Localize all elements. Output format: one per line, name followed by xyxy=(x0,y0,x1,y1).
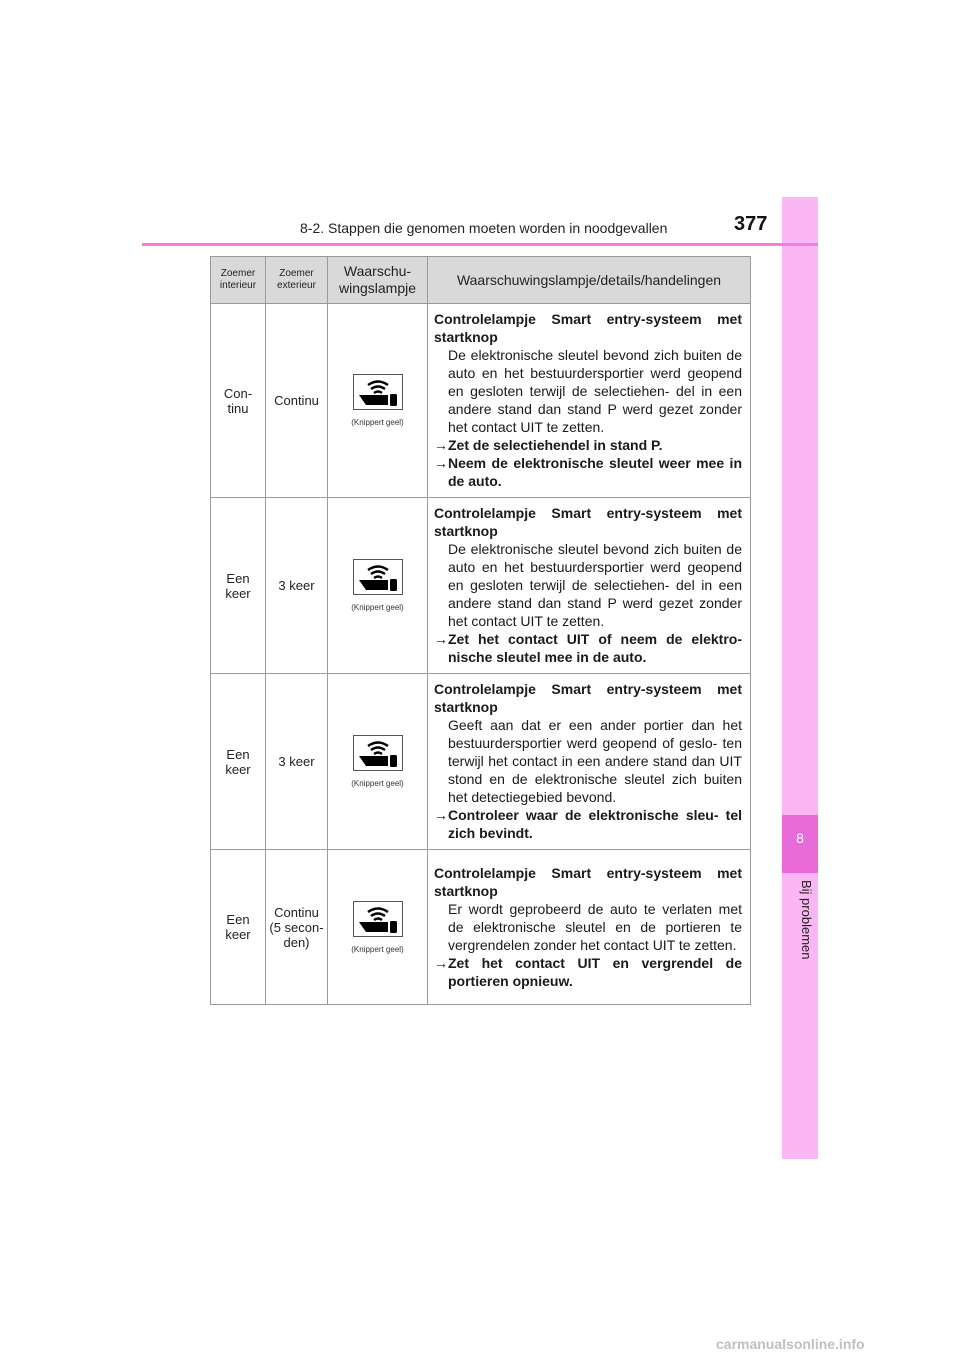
header-exterior-buzzer: Zoemer exterieur xyxy=(266,257,328,304)
action-item xyxy=(434,806,742,842)
lamp-note: (Knippert geel) xyxy=(351,603,404,612)
smart-key-warning-icon xyxy=(353,374,403,410)
lamp-note: (Knippert geel) xyxy=(351,944,404,954)
details-cell xyxy=(428,498,751,674)
arrow-right-icon: → xyxy=(434,455,448,471)
interior-buzzer-cell: Een keer xyxy=(211,498,266,674)
arrow-right-icon: → xyxy=(434,807,448,823)
details-cell xyxy=(428,674,751,850)
lamp-description: Geeft aan dat er een ander portier dan het bestuurdersportier werd geopend of geslo- ten terwijl het contact in een andere stand dan UIT stond en de elektronische sleutel zich buiten het detectiegebied bevond. xyxy=(448,717,742,805)
table-row xyxy=(211,850,751,1005)
action-text: Neem de elektronische sleutel weer mee in de auto. xyxy=(448,455,742,489)
action-item xyxy=(434,436,742,454)
lamp-description: De elektronische sleutel bevond zich buiten de auto en het bestuurdersportier werd geopend en gesloten terwijl de selectiehen- del in een andere stand dan stand P werd gezet zonder het contact UIT te zetten. xyxy=(448,347,742,435)
chapter-number: 8 xyxy=(796,830,804,846)
arrow-right-icon: → xyxy=(434,954,448,971)
interior-buzzer-cell: Con- tinu xyxy=(211,304,266,498)
table-row xyxy=(211,498,751,674)
lamp-title: Controlelampje Smart entry-systeem met startknop xyxy=(434,311,742,345)
table-row xyxy=(211,304,751,498)
exterior-buzzer-cell: 3 keer xyxy=(266,674,328,850)
lamp-title: Controlelampje Smart entry-systeem met startknop xyxy=(434,505,742,539)
exterior-buzzer-cell: 3 keer xyxy=(266,498,328,674)
action-text: Zet de selectiehendel in stand P. xyxy=(448,437,663,453)
header-details: Waarschuwingslampje/details/handelingen xyxy=(428,257,751,304)
page-number: 377 xyxy=(734,213,768,235)
lamp-cell xyxy=(328,850,428,1005)
lamp-title: Controlelampje Smart entry-systeem met startknop xyxy=(434,681,742,715)
side-tab xyxy=(782,197,818,1159)
interior-buzzer-cell: Een keer xyxy=(211,850,266,1005)
exterior-buzzer-cell: Continu (5 secon- den) xyxy=(266,850,328,1005)
lamp-title: Controlelampje Smart entry-systeem met startknop xyxy=(434,864,742,899)
interior-buzzer-cell: Een keer xyxy=(211,674,266,850)
action-text: Zet het contact UIT en vergrendel de portieren opnieuw. xyxy=(448,954,742,989)
lamp-note: (Knippert geel) xyxy=(351,779,404,788)
warning-table xyxy=(210,256,751,1005)
details-cell xyxy=(428,850,751,1005)
chapter-label: Bij problemen xyxy=(799,880,814,960)
action-item xyxy=(434,954,742,990)
lamp-description: De elektronische sleutel bevond zich buiten de auto en het bestuurdersportier werd geopend en gesloten terwijl de selectiehen- del in een andere stand dan stand P werd gezet zonder het contact UIT te zetten. xyxy=(448,541,742,629)
lamp-cell xyxy=(328,674,428,850)
lamp-note: (Knippert geel) xyxy=(351,418,404,427)
arrow-right-icon: → xyxy=(434,631,448,647)
watermark: carmanualsonline.info xyxy=(716,1336,865,1352)
header-rule xyxy=(142,243,818,246)
header-interior-buzzer: Zoemer interieur xyxy=(211,257,266,304)
action-text: Controleer waar de elektronische sleu- tel zich bevindt. xyxy=(448,807,742,841)
section-title: 8-2. Stappen die genomen moeten worden in noodgevallen xyxy=(300,220,668,236)
action-item xyxy=(434,630,742,666)
smart-key-warning-icon xyxy=(353,901,403,937)
lamp-cell xyxy=(328,498,428,674)
smart-key-warning-icon xyxy=(353,559,403,595)
lamp-cell xyxy=(328,304,428,498)
details-cell xyxy=(428,304,751,498)
exterior-buzzer-cell: Continu xyxy=(266,304,328,498)
lamp-description: Er wordt geprobeerd de auto te verlaten met de elektronische sleutel en de portieren te vergrendelen zonder het contact UIT te zetten. xyxy=(448,900,742,953)
table-row xyxy=(211,674,751,850)
action-text: Zet het contact UIT of neem de elektro- nische sleutel mee in de auto. xyxy=(448,631,742,665)
action-item xyxy=(434,454,742,490)
header-warning-lamp: Waarschu- wingslampje xyxy=(328,257,428,304)
smart-key-warning-icon xyxy=(353,735,403,771)
arrow-right-icon: → xyxy=(434,437,448,453)
